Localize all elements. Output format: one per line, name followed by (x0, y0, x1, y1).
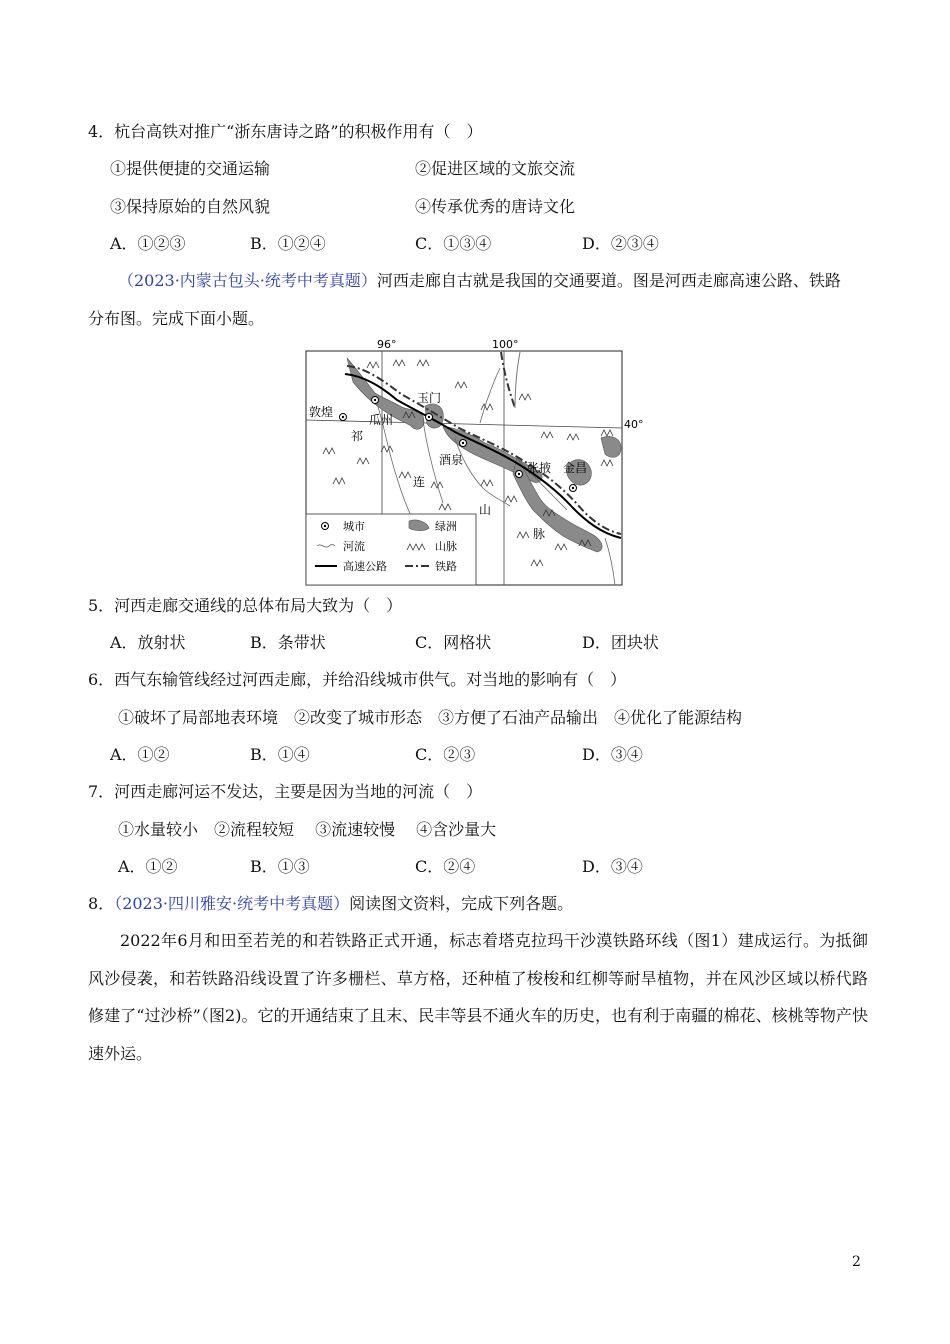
q7-stem: 7．河西走廊河运不发达，主要是因为当地的河流（ ） (88, 782, 483, 801)
q6-option-d: D．③④ (582, 745, 643, 764)
lon-label-100: 100° (492, 338, 519, 351)
q8-number: 8． (88, 894, 115, 913)
intro-line-1 (118, 271, 841, 291)
q7-option-a: A．①② (118, 857, 178, 876)
q4-stem: 4．杭台高铁对推广“浙东唐诗之路”的积极作用有（ ） (88, 122, 483, 141)
q6-option-c: C．②③ (415, 745, 476, 764)
intro-source: （2023·内蒙古包头·统考中考真题） (118, 271, 377, 290)
q5-stem: 5．河西走廊交通线的总体布局大致为（ ） (88, 596, 403, 615)
legend-city: 城市 (343, 520, 365, 533)
q8-stem (88, 894, 573, 914)
q7-items: ①水量较小 ②流程较短 ③流速较慢 ④含沙量大 (118, 820, 497, 839)
q7-option-b: B．①③ (250, 857, 310, 876)
q7-option-d: D．③④ (582, 857, 643, 876)
q4-item-2: ②促进区域的文旅交流 (415, 159, 576, 178)
q4-item-3: ③保持原始的自然风貌 (110, 197, 271, 216)
hexi-corridor-map (305, 338, 644, 586)
q6-stem: 6．西气东输管线经过河西走廊，并给沿线城市供气。对当地的影响有（ ） (88, 670, 627, 689)
city-guazhou (372, 397, 379, 404)
label-zhangye: 张掖 (527, 461, 552, 475)
city-jinchang (570, 485, 577, 492)
q5-option-c: C．网格状 (415, 633, 492, 652)
label-qi: 祁 (351, 429, 364, 443)
page-number: 2 (852, 1254, 861, 1270)
city-zhangye (516, 471, 523, 478)
label-guazhou: 瓜州 (369, 413, 394, 427)
q7-option-c: C．②④ (415, 857, 476, 876)
legend-oasis: 绿洲 (435, 520, 457, 533)
q4-option-c: C．①③④ (415, 234, 492, 253)
q6-option-b: B．①④ (250, 745, 310, 764)
legend-highway: 高速公路 (343, 560, 387, 573)
lat-label-40: 40° (624, 418, 644, 431)
q4-item-4: ④传承优秀的唐诗文化 (415, 197, 576, 216)
q6-items: ①破坏了局部地表环境 ②改变了城市形态 ③方便了石油产品输出 ④优化了能源结构 (118, 708, 743, 727)
q5-option-d: D．团块状 (582, 633, 659, 652)
lon-label-96: 96° (377, 338, 397, 351)
label-jiuquan: 酒泉 (439, 453, 464, 467)
label-lian: 连 (413, 475, 426, 489)
legend-river: 河流 (343, 540, 365, 553)
q4-option-d: D．②③④ (582, 234, 659, 253)
intro-line-2: 分布图。完成下面小题。 (88, 309, 265, 328)
q8-paragraph: 2022年6月和田至若羌的和若铁路正式开通，标志着塔克拉玛干沙漠铁路环线（图1）建成运行。为抵御风沙侵袭，和若铁路沿线设置了许多栅栏、草方格，还种植了梭梭和红柳等耐旱植物，并在风沙区域以桥代路修建了“过沙桥”（图2)。它的开通结束了且末、民丰等县不通火车的历史，也有利于南疆的棉花、核桃等物产快速外运。 (88, 931, 868, 1063)
label-jinchang: 金昌 (563, 461, 588, 475)
label-dunhuang: 敦煌 (309, 405, 334, 419)
legend-mountain: 山脉 (435, 540, 457, 553)
q5-option-b: B．条带状 (250, 633, 326, 652)
label-yumen: 玉门 (417, 391, 442, 405)
q8-source: （2023·四川雅安·统考中考真题） (114, 894, 350, 913)
intro-text-1: 河西走廊自古就是我国的交通要道。图是河西走廊高速公路、铁路 (376, 271, 841, 290)
q4-option-a: A．①②③ (110, 234, 186, 253)
map-legend (306, 514, 476, 585)
q4-option-b: B．①②④ (250, 234, 326, 253)
q5-option-a: A．放射状 (110, 633, 186, 652)
city-yumen (426, 414, 433, 421)
legend-railway: 铁路 (435, 560, 457, 573)
city-jiuquan (460, 440, 467, 447)
label-shan: 山 (479, 503, 492, 517)
q6-option-a: A．①② (110, 745, 170, 764)
city-dunhuang (340, 414, 347, 421)
q4-item-1: ①提供便捷的交通运输 (110, 159, 271, 178)
label-mai: 脉 (533, 527, 546, 541)
q8-stem-text: 阅读图文资料，完成下列各题。 (349, 894, 574, 913)
